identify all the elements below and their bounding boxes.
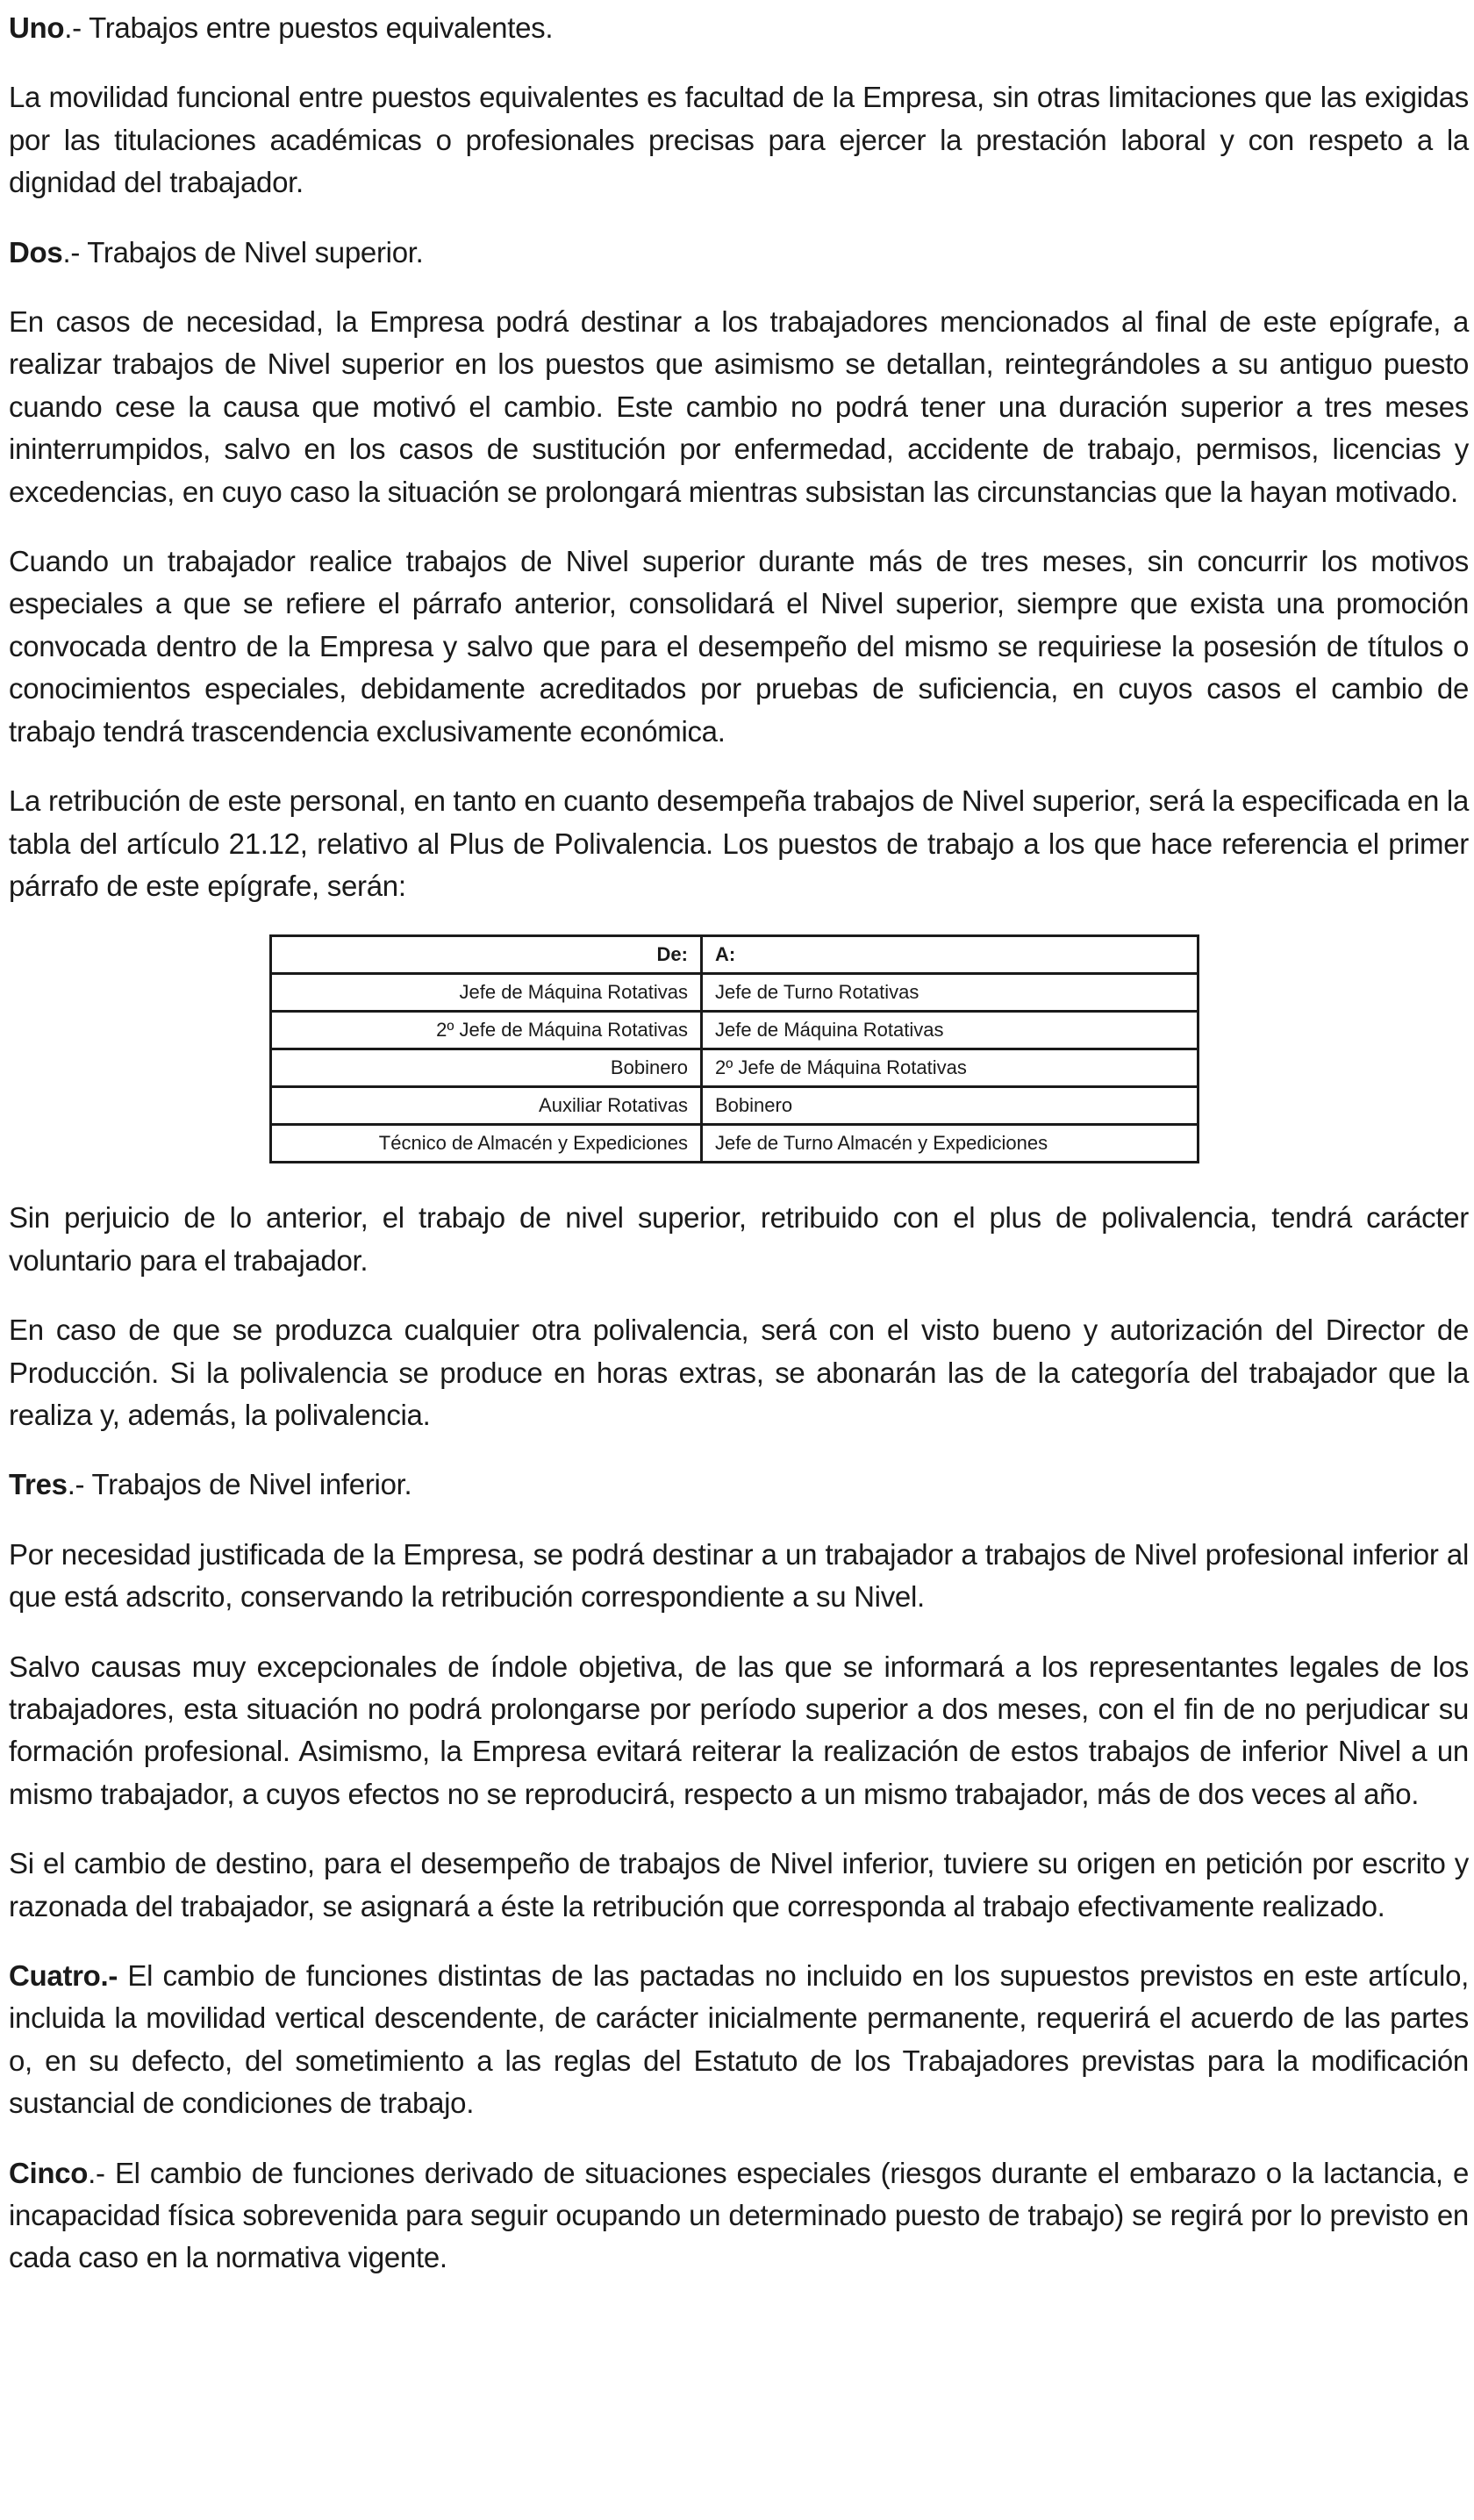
paragraph: Si el cambio de destino, para el desempeño de trabajos de Nivel inferior, tuviere su origen en petición por escrito y razonada del trabajador, se asignará a éste la retribución que corresponda al trabajo efectivamente realizado. — [9, 1847, 1469, 1922]
cell-to: Bobinero — [702, 1087, 1199, 1125]
paragraph-cuatro — [9, 1955, 1469, 2125]
cell-from: 2º Jefe de Máquina Rotativas — [271, 1012, 702, 1049]
heading-text: .- Trabajos de Nivel superior. — [62, 235, 424, 268]
heading-text: .- Trabajos de Nivel inferior. — [67, 1468, 412, 1501]
table-row — [271, 1049, 1199, 1087]
cell-from: Jefe de Máquina Rotativas — [271, 974, 702, 1012]
cell-to: Jefe de Turno Rotativas — [702, 974, 1199, 1012]
cell-from: Bobinero — [271, 1049, 702, 1087]
table-row — [271, 1012, 1199, 1049]
heading-label: Uno — [9, 11, 65, 44]
paragraph: La movilidad funcional entre puestos equivalentes es facultad de la Empresa, sin otras limitaciones que las exigidas por las titulaciones académicas o profesionales precisas para ejercer la prestación laboral y con respeto a la dignidad del trabajador. — [9, 81, 1469, 199]
paragraph-text: El cambio de funciones distintas de las pactadas no incluido en los supuestos previstos en este artículo, incluida la movilidad vertical descendente, de carácter inicialmente permanente, requerirá el acuerdo de las partes o, en su defecto, del sometimiento a las reglas del Estatuto de los Trabajadores previstas para la modificación sustancial de condiciones de trabajo. — [9, 1959, 1469, 2120]
heading-label: Cinco — [9, 2156, 89, 2189]
cell-to: 2º Jefe de Máquina Rotativas — [702, 1049, 1199, 1087]
heading-text: .- Trabajos entre puestos equivalentes. — [64, 11, 554, 44]
heading-dos — [9, 232, 1469, 274]
paragraph: La retribución de este personal, en tanto en cuanto desempeña trabajos de Nivel superior, será la especificada en la tabla del artículo 21.12, relativo al Plus de Polivalencia. Los puestos de trabajo a los que hace referencia el primer párrafo de este epígrafe, serán: — [9, 784, 1469, 902]
paragraph: En caso de que se produzca cualquier otra polivalencia, será con el visto bueno y autorización del Director de Producción. Si la polivalencia se produce en horas extras, se abonarán las de la categoría del trabajador que la realiza y, además, la polivalencia. — [9, 1314, 1469, 1431]
paragraph: Cuando un trabajador realice trabajos de Nivel superior durante más de tres meses, sin concurrir los motivos especiales a que se refiere el párrafo anterior, consolidará el Nivel superior, siempre que exista una promoción convocada dentro de la Empresa y salvo que para el desempeño del mismo se requiriese la posesión de títulos o conocimientos especiales, debidamente acreditados por pruebas de suficiencia, en cuyos casos el cambio de trabajo tendrá trascendencia exclusivamente económica. — [9, 545, 1469, 748]
table-row — [271, 1125, 1199, 1163]
heading-label: Tres — [9, 1468, 68, 1501]
heading-label: Cuatro.- — [9, 1959, 118, 1992]
paragraph-cinco — [9, 2152, 1469, 2280]
positions-table — [269, 934, 1199, 1163]
table-row — [271, 1087, 1199, 1125]
table-row — [271, 974, 1199, 1012]
table-header-row — [271, 936, 1199, 974]
paragraph: Por necesidad justificada de la Empresa, se podrá destinar a un trabajador a trabajos de Nivel profesional inferior al que está adscrito, conservando la retribución correspondiente a su Nivel. — [9, 1537, 1469, 1614]
cell-from: Auxiliar Rotativas — [271, 1087, 702, 1125]
paragraph: Salvo causas muy excepcionales de índole objetiva, de las que se informará a los representantes legales de los trabajadores, esta situación no podrá prolongarse por período superior a dos meses, con el fin de no perjudicar su formación profesional. Asimismo, la Empresa evitará reiterar la realización de estos trabajos de inferior Nivel a un mismo trabajador, a cuyos efectos no se reproducirá, respecto a un mismo trabajador, más de dos veces al año. — [9, 1650, 1469, 1810]
paragraph: En casos de necesidad, la Empresa podrá destinar a los trabajadores mencionados al final de este epígrafe, a realizar trabajos de Nivel superior en los puestos que asimismo se detallan, reintegrándoles a su antiguo puesto cuando cese la causa que motivó el cambio. Este cambio no podrá tener una duración superior a tres meses ininterrumpidos, salvo en los casos de sustitución por enfermedad, accidente de trabajo, permisos, licencias y excedencias, en cuyo caso la situación se prolongará mientras subsistan las circunstancias que la hayan motivado. — [9, 305, 1469, 508]
cell-to: Jefe de Turno Almacén y Expediciones — [702, 1125, 1199, 1163]
paragraph: Sin perjuicio de lo anterior, el trabajo de nivel superior, retribuido con el plus de polivalencia, tendrá carácter voluntario para el trabajador. — [9, 1201, 1469, 1277]
cell-from: Técnico de Almacén y Expediciones — [271, 1125, 702, 1163]
heading-uno — [9, 7, 1469, 49]
paragraph-text: .- El cambio de funciones derivado de situaciones especiales (riesgos durante el embarazo o la lactancia, e incapacidad física sobrevenida para seguir ocupando un determinado puesto de trabajo) se regirá por lo previsto en cada caso en la normativa vigente. — [9, 2156, 1469, 2274]
header-to: A: — [702, 936, 1199, 974]
heading-tres — [9, 1464, 1469, 1506]
cell-to: Jefe de Máquina Rotativas — [702, 1012, 1199, 1049]
heading-label: Dos — [9, 235, 63, 268]
header-from: De: — [271, 936, 702, 974]
